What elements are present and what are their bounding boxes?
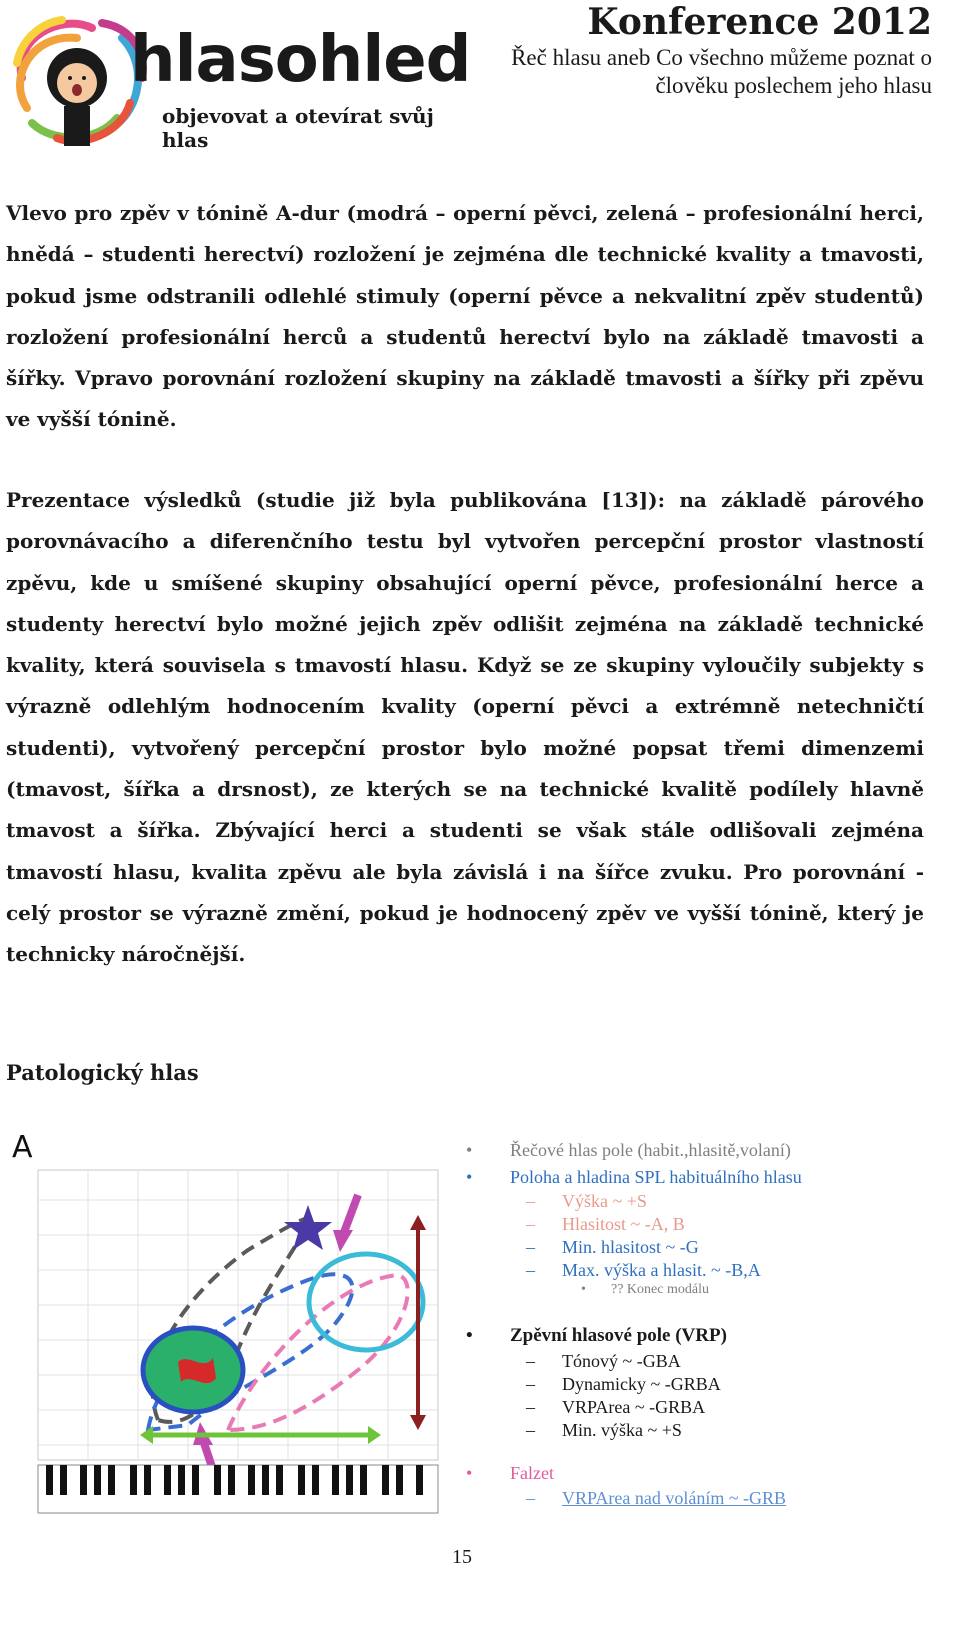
bullet-marker: –	[526, 1260, 535, 1280]
conference-subtitle: Řeč hlasu aneb Co všechno můžeme poznat o člověku poslechem jeho hlasu	[511, 45, 932, 98]
voice-range-profile-diagram	[8, 1130, 458, 1520]
bullet-item	[526, 1488, 786, 1509]
bullet-item	[466, 1325, 727, 1347]
bullet-item	[466, 1167, 802, 1188]
bullet-marker: –	[526, 1214, 535, 1234]
bullet-item	[581, 1282, 709, 1298]
paragraph-results: Prezentace výsledků (studie již byla publikována [13]): na základě párového porovnávacího a diferenčního testu byl vytvořen percepční prostor vlastností zpěvu, kde u smíšené skupiny obsahující operní pěvce, profesionální herce a studenty herectví bylo možné jejich zpěv odlišit zejména na základě technické kvality, která souvisela s tmavostí hlasu. Když se ze skupiny vyloučily subjekty s výrazně odlehlým hodnocením kvality (operní pěvci a extrémně netechničtí studenti), vytvořený percepční prostor bylo možné popsat třemi dimenzemi (tmavost, šířka a drsnost), ze kterých se na technické kvalitě podílely hlavně tmavost a šířka. Zbývající herci a studenti se však stále odlišovali zejména tmavostí hlasu, kvalita zpěvu ale byla závislá i na šířce zvuku. Pro porovnání - celý prostor se výrazně změní, pokud je hodnocený zpěv ve vyšší tónině, který je technicky náročnější.	[6, 488, 924, 967]
bullet-marker: –	[526, 1237, 535, 1257]
section-title: Patologický hlas	[6, 1060, 199, 1085]
bullet-text: ?? Konec modálu	[611, 1282, 709, 1297]
page-number: 15	[452, 1546, 472, 1568]
bullet-text: Zpěvní hlasové pole (VRP)	[510, 1325, 727, 1346]
bullet-item	[526, 1420, 682, 1441]
bullet-marker: •	[466, 1167, 473, 1187]
bullet-marker: –	[526, 1420, 535, 1440]
bullet-text: Dynamicky ~ -GRBA	[562, 1374, 721, 1394]
bullet-item	[526, 1260, 761, 1281]
bullet-marker: –	[526, 1374, 535, 1394]
bullet-marker: •	[466, 1325, 473, 1346]
bullet-item	[466, 1140, 791, 1161]
bullet-item	[526, 1214, 685, 1235]
bullet-item	[526, 1351, 681, 1372]
voice-range-figure	[8, 1130, 458, 1520]
bullet-text: VRPArea ~ -GRBA	[562, 1397, 706, 1417]
conference-title: Konference 2012	[587, 1, 932, 43]
bullet-marker: •	[581, 1282, 586, 1297]
bullet-text: Max. výška a hlasit. ~ -B,A	[562, 1260, 761, 1280]
figure-panel-letter: A	[12, 1130, 33, 1165]
bullet-text: Min. výška ~ +S	[562, 1420, 682, 1440]
bullet-text: Falzet	[510, 1463, 554, 1483]
bullet-item	[466, 1463, 554, 1484]
bullet-marker: •	[466, 1463, 473, 1483]
logo-tagline: objevovat a otevírat svůj hlas	[162, 104, 434, 152]
bullet-item	[526, 1397, 705, 1418]
bullet-marker: –	[526, 1397, 535, 1417]
conference-header	[502, 0, 932, 100]
logo-wordmark: hlasohled	[130, 23, 471, 97]
bullet-text: Řečové hlas pole (habit.,hlasitě,volaní)	[510, 1140, 791, 1160]
bullet-text: Poloha a hladina SPL habituálního hlasu	[510, 1167, 802, 1187]
bullet-text: Min. hlasitost ~ -G	[562, 1237, 699, 1257]
bullet-marker: –	[526, 1488, 535, 1508]
hlasohled-logo	[2, 8, 472, 152]
bullet-text: Hlasitost ~ -A, B	[562, 1214, 685, 1234]
bullet-item	[526, 1191, 647, 1212]
bullet-marker: •	[466, 1140, 473, 1160]
bullet-marker: –	[526, 1191, 535, 1211]
bullet-text: Tónový ~ -GBA	[562, 1351, 681, 1371]
bullet-marker: –	[526, 1351, 535, 1371]
paragraph-figure-description: Vlevo pro zpěv v tónině A-dur (modrá – operní pěvci, zelená – profesionální herci, hnědá – studenti herectví) rozložení je zejména dle technické kvality a tmavosti, pokud jsme odstranili odlehlé stimuly (operní pěvce a nekvalitní zpěv studentů) rozložení profesionální herců a studentů herectví bylo na základě tmavosti a šířky. Vpravo porovnání rozložení skupiny na základě tmavosti a šířky při zpěvu ve vyšší tónině.	[6, 201, 924, 432]
bullet-item	[526, 1237, 699, 1258]
bullet-text: VRPArea nad voláním ~ -GRB	[562, 1488, 787, 1508]
bullet-text: Výška ~ +S	[562, 1191, 647, 1211]
bullet-item	[526, 1374, 721, 1395]
